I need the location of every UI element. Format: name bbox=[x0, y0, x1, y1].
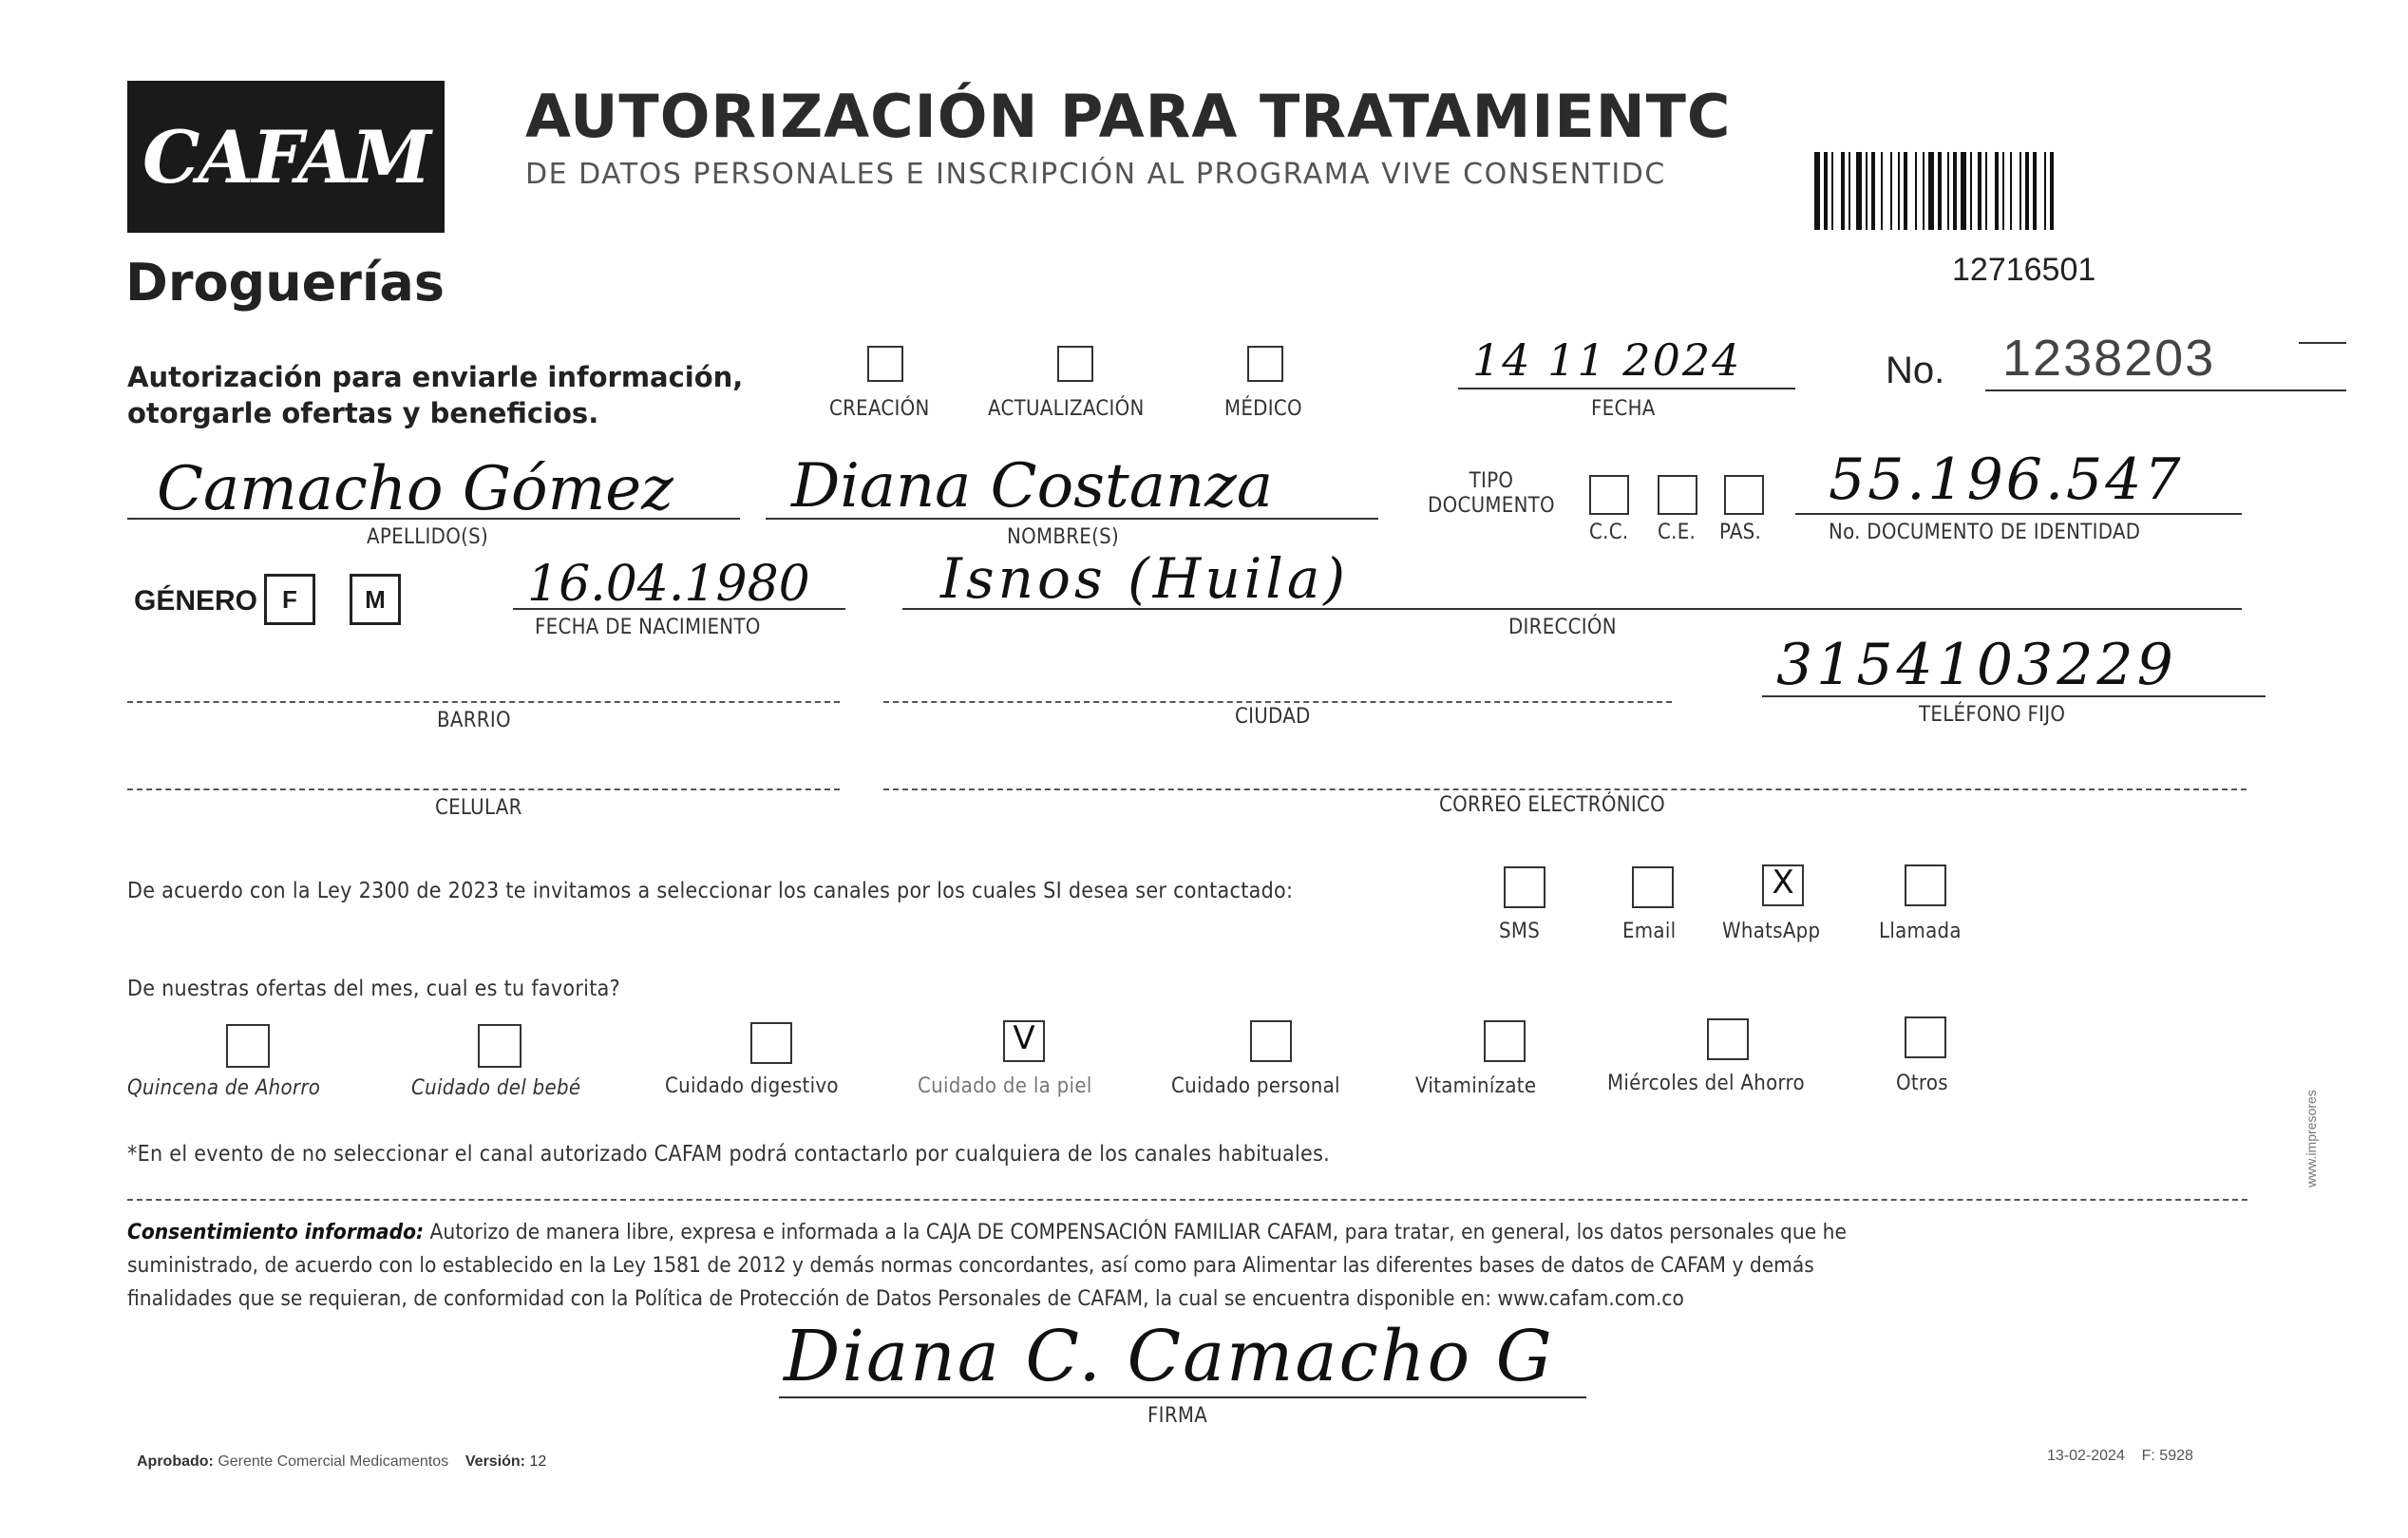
nombres-label: NOMBRE(S) bbox=[1007, 525, 1120, 549]
ce-label: C.E. bbox=[1658, 521, 1697, 544]
footer-code bbox=[2047, 1448, 2193, 1465]
apellidos-value[interactable]: Camacho Gómez bbox=[157, 454, 673, 524]
signature-label: FIRMA bbox=[1147, 1404, 1208, 1428]
barrio-label: BARRIO bbox=[437, 709, 511, 732]
barcode-bar bbox=[2044, 152, 2046, 230]
telefono-value[interactable]: 3154103229 bbox=[1776, 632, 2177, 698]
barcode-bar bbox=[2033, 152, 2037, 230]
birth-label: FECHA DE NACIMIENTO bbox=[535, 616, 761, 639]
barcode-bar bbox=[1831, 152, 1833, 230]
email-checkbox[interactable] bbox=[1632, 866, 1674, 908]
barcode-bar bbox=[1961, 152, 1966, 230]
side-print-text: www.impresores bbox=[2304, 1090, 2319, 1187]
barcode-bar bbox=[1866, 152, 1868, 230]
offer-personal-label: Cuidado personal bbox=[1171, 1074, 1340, 1098]
pas-label: PAS. bbox=[1719, 521, 1762, 544]
cc-label: C.C. bbox=[1589, 521, 1629, 544]
barcode-bar bbox=[1947, 152, 1949, 230]
footer-form-code: F: 5928 bbox=[2141, 1448, 2193, 1464]
number-label: No. bbox=[1886, 350, 1945, 391]
offer-otros-checkbox[interactable] bbox=[1905, 1016, 1946, 1058]
barcode-bar bbox=[1995, 152, 1999, 230]
offer-quincena-label: Quincena de Ahorro bbox=[127, 1076, 321, 1100]
cafam-logo bbox=[127, 81, 445, 233]
footer-approval bbox=[137, 1453, 546, 1471]
nombres-value[interactable]: Diana Costanza bbox=[791, 451, 1273, 522]
barcode-bar bbox=[1898, 152, 1900, 230]
barcode-bar bbox=[2010, 152, 2012, 230]
barcode-bar bbox=[1904, 152, 1907, 230]
offer-quincena-checkbox[interactable] bbox=[226, 1024, 270, 1068]
barcode-bar bbox=[1824, 152, 1828, 230]
creacion-label: CREACIÓN bbox=[829, 397, 930, 421]
barcode-bar bbox=[1849, 152, 1850, 230]
consent-line-3: finalidades que se requieran, de conformidad con la Política de Protección de Datos Personales de CAFAM, la cual se encuentra disponible en: www.cafam.com.co bbox=[127, 1286, 1684, 1311]
channels-prompt: De acuerdo con la Ley 2300 de 2023 te invitamos a seleccionar los canales por los cuales SI desea ser contactado: bbox=[127, 879, 1294, 903]
sms-label: SMS bbox=[1499, 920, 1541, 943]
actualizacion-checkbox[interactable] bbox=[1057, 346, 1093, 382]
offer-piel-checkbox[interactable]: V bbox=[1003, 1020, 1045, 1062]
genero-m-box[interactable]: M bbox=[350, 574, 401, 625]
medico-checkbox[interactable] bbox=[1247, 346, 1283, 382]
barcode-number: 12716501 bbox=[1952, 252, 2096, 288]
brand-subtitle: Droguerías bbox=[125, 253, 445, 313]
barcode-bar bbox=[1938, 152, 1942, 230]
barcode-bar bbox=[1970, 152, 1972, 230]
date-value[interactable]: 14 11 2024 bbox=[1472, 334, 1742, 386]
apellidos-label: APELLIDO(S) bbox=[367, 525, 488, 549]
barcode-bar bbox=[1915, 152, 1917, 230]
consent-line-2: suministrado, de acuerdo con lo establecido en la Ley 1581 de 2012 y demás normas concordantes, así como para Alimentar las diferentes bases de datos de CAFAM y demás bbox=[127, 1253, 1814, 1278]
footer-date: 13-02-2024 bbox=[2047, 1448, 2125, 1464]
creacion-checkbox[interactable] bbox=[867, 346, 903, 382]
offer-miercoles-checkbox[interactable] bbox=[1707, 1018, 1749, 1060]
consent-line-1: Autorizo de manera libre, expresa e informada a la CAJA DE COMPENSACIÓN FAMILIAR CAFAM, para tratar, en general, los datos personales que he bbox=[429, 1220, 1847, 1244]
offer-piel-label: Cuidado de la piel bbox=[918, 1074, 1092, 1098]
aprobado-label: Aprobado: bbox=[137, 1453, 214, 1470]
genero-label: GÉNERO bbox=[134, 585, 258, 617]
logo-text: CAFAM bbox=[142, 114, 430, 199]
barcode-bar bbox=[1841, 152, 1845, 230]
sms-checkbox[interactable] bbox=[1504, 866, 1545, 908]
actualizacion-label: ACTUALIZACIÓN bbox=[988, 397, 1145, 421]
doc-number-value[interactable]: 55.196.547 bbox=[1829, 446, 2184, 513]
pas-checkbox[interactable] bbox=[1724, 475, 1764, 515]
barcode bbox=[1814, 152, 2128, 230]
offer-vitaminizate-checkbox[interactable] bbox=[1484, 1020, 1526, 1062]
barcode-bar bbox=[1978, 152, 1981, 230]
tipo-documento-label: TIPO DOCUMENTO bbox=[1428, 469, 1555, 518]
offer-digestivo-checkbox[interactable] bbox=[750, 1022, 792, 1064]
offer-vitaminizate-label: Vitaminízate bbox=[1415, 1074, 1537, 1098]
barcode-bar bbox=[1856, 152, 1862, 230]
intro-text bbox=[127, 359, 743, 431]
ciudad-label: CIUDAD bbox=[1235, 705, 1311, 729]
signature-value[interactable]: Diana C. Camacho G bbox=[784, 1316, 1554, 1397]
intro-line-1: Autorización para enviarle información, bbox=[127, 361, 744, 393]
contact-note: *En el evento de no seleccionar el canal autorizado CAFAM podrá contactarlo por cualquiera de los canales habituales. bbox=[127, 1142, 1331, 1167]
offer-digestivo-label: Cuidado digestivo bbox=[665, 1074, 839, 1098]
consent-paragraph bbox=[127, 1216, 2247, 1316]
barcode-bar bbox=[1890, 152, 1892, 230]
form-subtitle: DE DATOS PERSONALES E INSCRIPCIÓN AL PROGRAMA VIVE CONSENTIDC bbox=[525, 158, 1666, 191]
doc-number-label: No. DOCUMENTO DE IDENTIDAD bbox=[1829, 521, 2141, 544]
barcode-bar bbox=[2019, 152, 2021, 230]
barcode-bar bbox=[1953, 152, 1957, 230]
version-label: Versión: bbox=[465, 1453, 526, 1470]
correo-label: CORREO ELECTRÓNICO bbox=[1439, 793, 1665, 817]
offers-prompt: De nuestras ofertas del mes, cual es tu favorita? bbox=[127, 977, 620, 1001]
barcode-bar bbox=[1928, 152, 1934, 230]
barcode-bar bbox=[1871, 152, 1875, 230]
genero-f-box[interactable]: F bbox=[264, 574, 315, 625]
ce-checkbox[interactable] bbox=[1658, 475, 1697, 515]
barcode-bar bbox=[2025, 152, 2029, 230]
offer-personal-checkbox[interactable] bbox=[1250, 1020, 1292, 1062]
date-label: FECHA bbox=[1591, 397, 1656, 421]
barcode-bar bbox=[1814, 152, 1820, 230]
celular-label: CELULAR bbox=[435, 796, 522, 820]
llamada-label: Llamada bbox=[1879, 920, 1962, 943]
barcode-bar bbox=[1985, 152, 1987, 230]
email-label: Email bbox=[1622, 920, 1677, 943]
barcode-bar bbox=[2050, 152, 2054, 230]
medico-label: MÉDICO bbox=[1224, 397, 1302, 421]
barcode-bar bbox=[2002, 152, 2004, 230]
offer-miercoles-label: Miércoles del Ahorro bbox=[1607, 1072, 1805, 1095]
offer-bebe-label: Cuidado del bebé bbox=[411, 1076, 581, 1100]
barcode-bar bbox=[1881, 152, 1883, 230]
form-title: AUTORIZACIÓN PARA TRATAMIENTC bbox=[525, 82, 1732, 151]
intro-line-2: otorgarle ofertas y beneficios. bbox=[127, 397, 599, 429]
whatsapp-label: WhatsApp bbox=[1722, 920, 1821, 943]
telefono-label: TELÉFONO FIJO bbox=[1919, 703, 2066, 727]
number-value: 1238203 bbox=[2002, 330, 2216, 387]
direccion-label: DIRECCIÓN bbox=[1508, 616, 1617, 639]
offer-otros-label: Otros bbox=[1896, 1072, 1948, 1095]
aprobado-value: Gerente Comercial Medicamentos bbox=[218, 1453, 449, 1470]
version-value: 12 bbox=[529, 1453, 547, 1470]
barcode-bar bbox=[1923, 152, 1925, 230]
consent-heading: Consentimiento informado: bbox=[127, 1220, 425, 1244]
offer-bebe-checkbox[interactable] bbox=[478, 1024, 521, 1068]
cc-checkbox[interactable] bbox=[1589, 475, 1629, 515]
birth-value[interactable]: 16.04.1980 bbox=[527, 556, 810, 613]
direccion-value[interactable]: Isnos (Huila) bbox=[940, 546, 1350, 611]
llamada-checkbox[interactable] bbox=[1905, 864, 1946, 906]
whatsapp-checkbox[interactable]: X bbox=[1762, 864, 1804, 906]
